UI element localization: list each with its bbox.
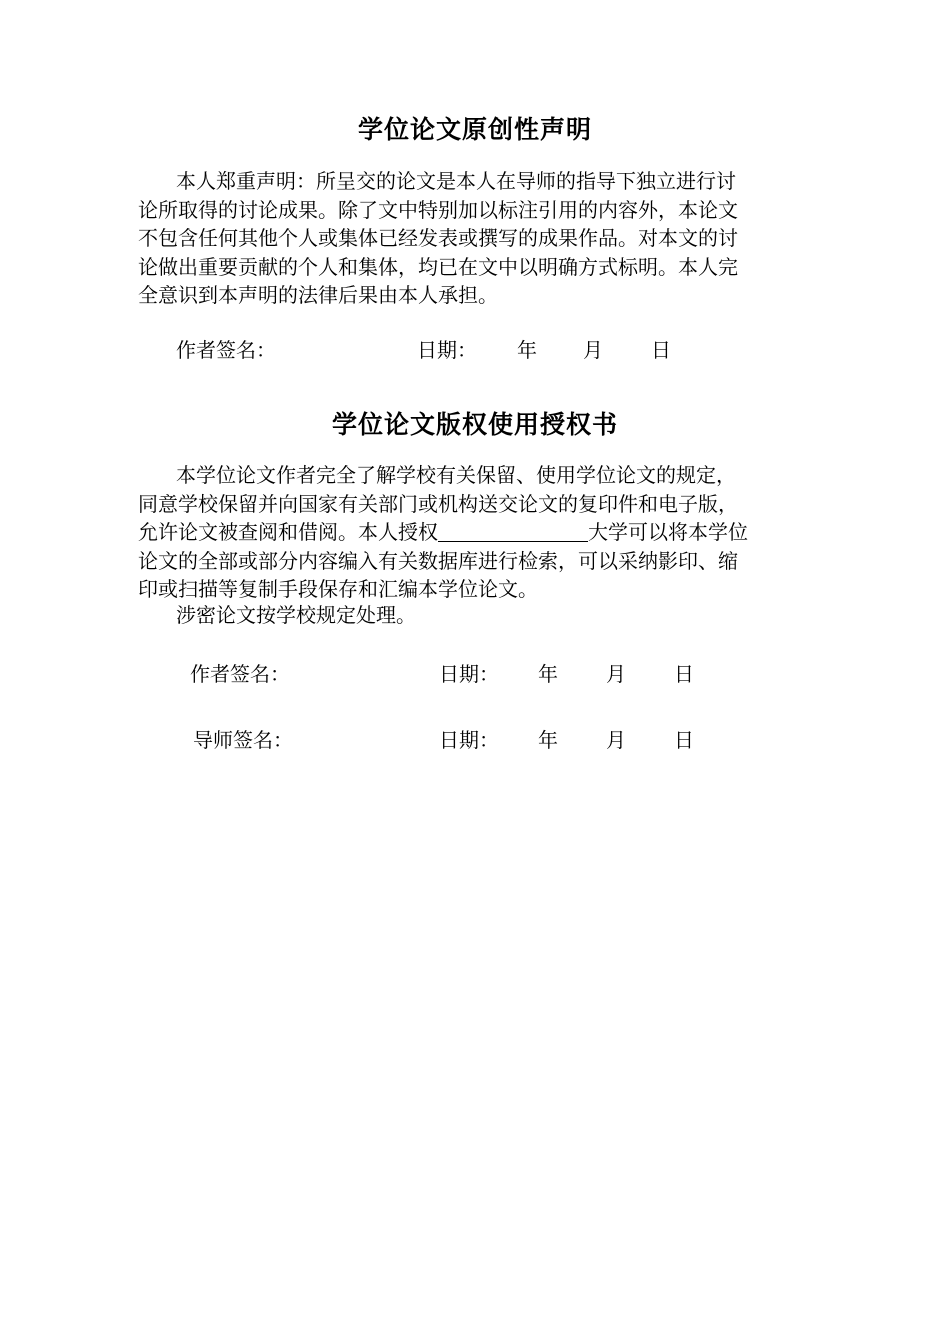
authorization-line bbox=[138, 518, 814, 547]
authorization-title: 学位论文版权使用授权书 bbox=[331, 410, 618, 439]
month-label: 月 bbox=[583, 338, 603, 362]
declaration-line: 全意识到本声明的法律后果由本人承担。 bbox=[138, 283, 498, 307]
day-label: 日 bbox=[674, 662, 694, 686]
date-label: 日期： bbox=[439, 662, 499, 686]
declaration-signature-line bbox=[176, 334, 776, 362]
university-name-blank bbox=[438, 521, 588, 542]
authorization-line-start: 允许论文被查阅和借阅。本人授权 bbox=[138, 520, 438, 544]
year-label: 年 bbox=[538, 662, 558, 686]
declaration-line: 不包含任何其他个人或集体已经发表或撰写的成果作品。对本文的讨 bbox=[138, 226, 738, 250]
day-label: 日 bbox=[651, 338, 671, 362]
authorization-line: 同意学校保留并向国家有关部门或机构送交论文的复印件和电子版， bbox=[138, 491, 738, 516]
date-label: 日期： bbox=[417, 338, 477, 362]
authorization-paragraph bbox=[138, 461, 814, 604]
secret-note-paragraph bbox=[138, 601, 814, 630]
author-signature-line bbox=[190, 658, 790, 686]
authorization-line: 印或扫描等复制手段保存和汇编本学位论文。 bbox=[138, 577, 538, 601]
day-label: 日 bbox=[674, 728, 694, 752]
month-label: 月 bbox=[606, 728, 626, 752]
declaration-title: 学位论文原创性声明 bbox=[357, 115, 592, 144]
advisor-signature-line bbox=[193, 724, 793, 752]
declaration-paragraph bbox=[138, 167, 814, 310]
year-label: 年 bbox=[538, 728, 558, 752]
secret-note: 涉密论文按学校规定处理。 bbox=[176, 603, 416, 627]
declaration-line: 论做出重要贡献的个人和集体，均已在文中以明确方式标明。本人完 bbox=[138, 254, 738, 279]
authorization-line: 论文的全部或部分内容编入有关数据库进行检索，可以采纳影印、缩 bbox=[138, 548, 738, 573]
declaration-line: 本人郑重声明：所呈交的论文是本人在导师的指导下独立进行讨 bbox=[176, 169, 736, 193]
authorization-line: 本学位论文作者完全了解学校有关保留、使用学位论文的规定， bbox=[176, 463, 736, 487]
declaration-line: 论所取得的讨论成果。除了文中特别加以标注引用的内容外，本论文 bbox=[138, 197, 738, 222]
month-label: 月 bbox=[606, 662, 626, 686]
author-signature-label: 作者签名： bbox=[190, 662, 290, 686]
date-label: 日期： bbox=[439, 728, 499, 752]
year-label: 年 bbox=[517, 338, 537, 362]
author-signature-label: 作者签名： bbox=[176, 338, 276, 362]
advisor-signature-label: 导师签名： bbox=[193, 728, 293, 752]
authorization-line-end: 大学可以将本学位 bbox=[588, 520, 748, 544]
